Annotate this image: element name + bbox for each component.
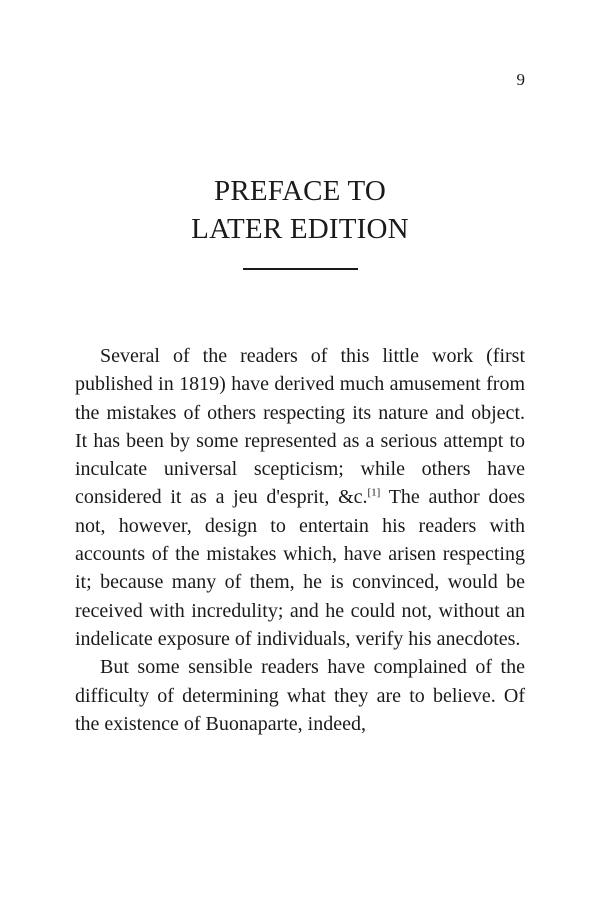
chapter-title-line-1: PREFACE TO bbox=[213, 175, 387, 207]
chapter-title-line-2: LATER EDITION bbox=[191, 213, 409, 245]
body-text bbox=[75, 342, 525, 738]
page-number: 9 bbox=[516, 70, 525, 89]
title-divider bbox=[243, 268, 358, 270]
paragraph-1 bbox=[75, 342, 525, 653]
chapter-title bbox=[0, 172, 600, 248]
paragraph-2: But some sensible readers have complained of the difficulty of determining what they are to believe. Of the existence of Buonaparte, indeed, bbox=[75, 656, 525, 735]
paragraph-1-continued: The author does not, however, design to entertain his readers with accounts of the mistakes which, have arisen respecting it; because many of them, he is convinced, would be received with incredulity; and he could not, without an indelicate exposure of individuals, verify his anecdotes. bbox=[75, 486, 525, 650]
paragraph-1-text: Several of the readers of this little work (first published in 1819) have derived much amusement from the mistakes of others respecting its nature and object. It has been by some represented as a serious attempt to inculcate universal scepticism; while others have considered it as a jeu d'esprit, &c. bbox=[75, 345, 525, 509]
footnote-marker[interactable]: [1] bbox=[367, 486, 381, 499]
